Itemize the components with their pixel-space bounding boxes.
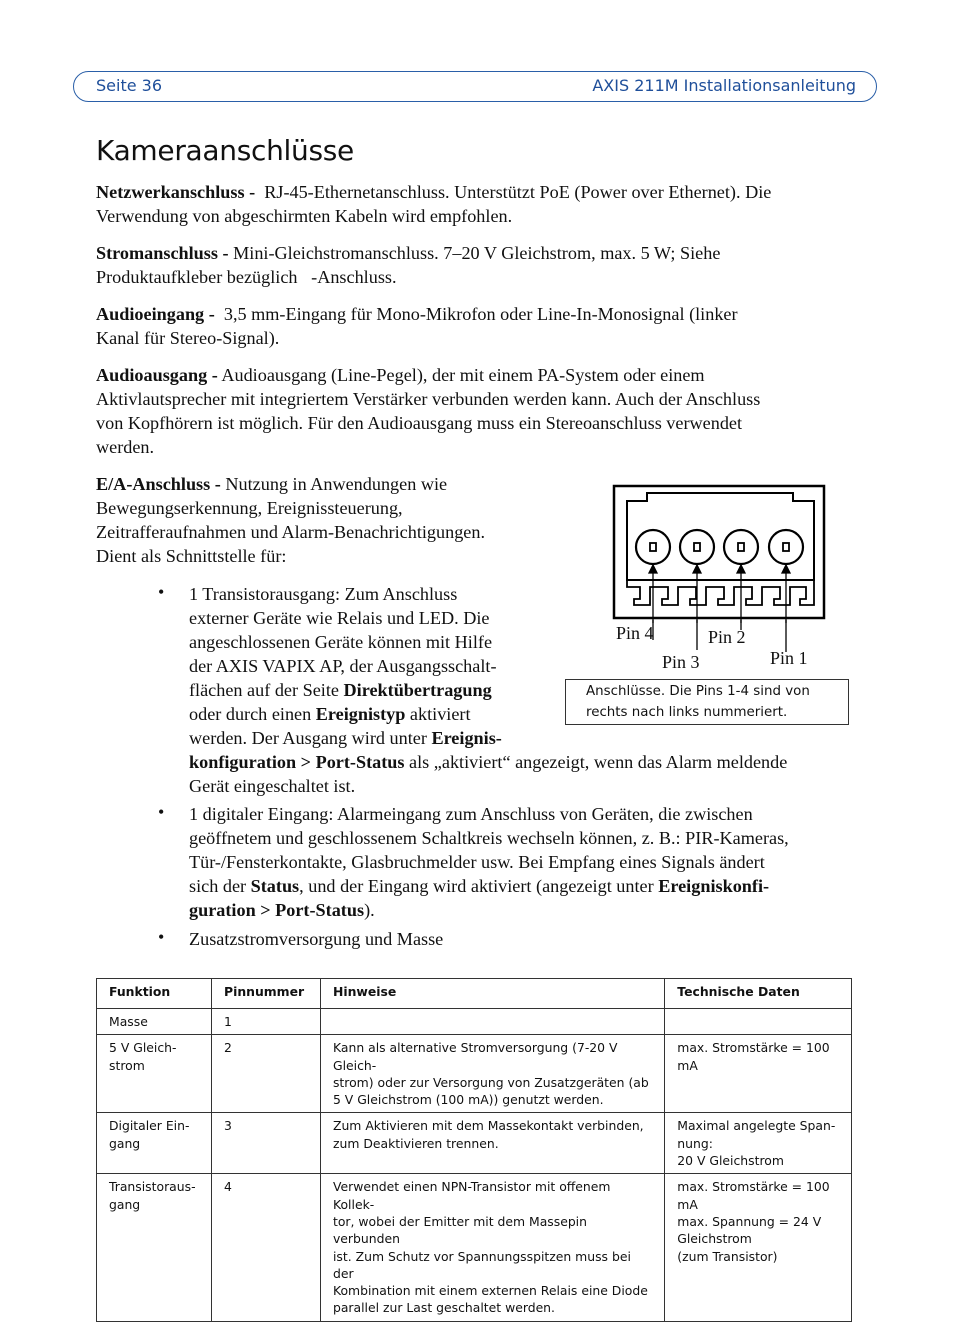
cell-line: Kann als alternative Stromversorgung (7-20 V Gleich- — [332, 1040, 618, 1073]
bullet1-line: Gerät eingeschaltet ist. — [189, 776, 356, 796]
cell-hinweise — [320, 1009, 664, 1035]
pin-center-4 — [650, 543, 656, 551]
bullet2-line: , und der Eingang wird aktiviert (angezeigt unter — [299, 876, 659, 896]
cell-line: Gleichstrom — [677, 1231, 752, 1247]
bullet-marker: • — [158, 927, 165, 947]
bullet2-line: geöffnetem und geschlossenem Schaltkreis wechseln können, z. B.: PIR-Kameras, — [189, 828, 789, 848]
power-text-2: Produktaufkleber bezüglich -Anschluss. — [96, 267, 397, 287]
cell-line: Kombination mit einem externen Relais eine Diode — [332, 1283, 648, 1299]
cell-line: strom — [109, 1057, 145, 1073]
cell-line: (zum Transistor) — [677, 1248, 778, 1264]
cell-line: parallel zur Last geschaltet werden. — [332, 1300, 555, 1316]
document-title: AXIS 211M Installationsanleitung — [592, 76, 856, 95]
cell-line: 5 V Gleichstrom (100 mA)) genutzt werden. — [332, 1092, 604, 1108]
bullet1-line: der AXIS VAPIX AP, der Ausgangsschalt- — [189, 656, 497, 676]
bullet1-line: als „aktiviert“ angezeigt, wenn das Alarm meldende — [404, 752, 788, 772]
cell-line: mA — [677, 1196, 698, 1212]
cell-line: zum Deaktivieren trennen. — [332, 1135, 499, 1151]
cell-line: Masse — [109, 1014, 148, 1029]
audio-out-text-2: Aktivlautsprecher mit integriertem Verstärker verbunden werden kann. Auch der Anschluss — [96, 389, 761, 409]
power-text: Mini-Gleichstromanschluss. 7–20 V Gleichstrom, max. 5 W; Siehe — [233, 243, 721, 263]
caption-line-2: rechts nach links nummeriert. — [586, 705, 788, 720]
cell-line: max. Spannung = 24 V — [677, 1213, 822, 1229]
table-row — [97, 1174, 852, 1321]
bullet2-line: Tür-/Fensterkontakte, Glasbruchmelder usw. Bei Empfang eines Signals ändert — [189, 852, 765, 872]
cell-line: strom) oder zur Versorgung von Zusatzgeräten (ab — [332, 1074, 649, 1090]
col-header-pinnummer: Pinnummer — [211, 979, 320, 1009]
cell-line: 1 — [223, 1014, 232, 1029]
status-term: Status — [250, 876, 300, 896]
bullet-aux-power: Zusatzstromversorgung und Masse — [189, 929, 444, 949]
bullet2-line: 1 digitaler Eingang: Alarmeingang zum Anschluss von Geräten, die zwischen — [189, 804, 753, 824]
audio-in-paragraph — [96, 302, 866, 350]
io-text: Nutzung in Anwendungen wie — [225, 474, 448, 494]
cell-hinweise — [320, 1174, 664, 1321]
direct-view-term: Direktübertragung — [343, 680, 492, 700]
cell-line: 4 — [223, 1179, 232, 1195]
bullet1-line: aktiviert — [405, 704, 471, 724]
cell-line: max. Stromstärke = 100 — [677, 1179, 830, 1195]
power-paragraph — [96, 241, 866, 289]
io-text-2: Bewegungserkennung, Ereignissteuerung, — [96, 498, 403, 518]
audio-out-paragraph — [96, 363, 866, 459]
bullet2-line: sich der — [189, 876, 251, 896]
cell-line: Maximal angelegte Span- — [677, 1118, 836, 1134]
io-label: E/A-Anschluss - — [96, 474, 221, 494]
caption-text — [586, 681, 846, 723]
table-body — [97, 1009, 852, 1322]
network-text-2: Verwendung von abgeschirmten Kabeln wird empfohlen. — [96, 206, 513, 226]
col-header-funktion: Funktion — [97, 979, 212, 1009]
io-pin-table — [96, 978, 852, 1322]
pin-2-label: Pin 2 — [708, 627, 746, 647]
bullet1-line: werden. Der Ausgang wird unter — [189, 728, 432, 748]
cell-funktion — [97, 1174, 212, 1321]
network-label: Netzwerkanschluss - — [96, 182, 256, 202]
event-config-term: Ereignis- — [431, 728, 502, 748]
cell-pinnummer — [211, 1009, 320, 1035]
cell-technische-daten — [665, 1009, 852, 1035]
bullet1-line: externer Geräte wie Relais und LED. Die — [189, 608, 490, 628]
cell-line: nung: — [677, 1135, 713, 1151]
cell-funktion — [97, 1035, 212, 1113]
cell-technische-daten — [665, 1035, 852, 1113]
pin-center-1 — [783, 543, 789, 551]
cell-technische-daten — [665, 1174, 852, 1321]
bullet1-line: oder durch einen — [189, 704, 316, 724]
power-label: Stromanschluss - — [96, 243, 229, 263]
pin-4-label: Pin 4 — [616, 623, 654, 643]
bullet-digital-input — [189, 802, 869, 922]
network-text: RJ-45-Ethernetanschluss. Unterstützt PoE (Power over Ethernet). Die — [264, 182, 772, 202]
cell-line: max. Stromstärke = 100 — [677, 1040, 830, 1056]
audio-out-text: Audioausgang (Line-Pegel), der mit einem PA-System oder einem — [221, 365, 705, 385]
cell-pinnummer — [211, 1113, 320, 1174]
audio-in-label: Audioeingang - — [96, 304, 215, 324]
cell-line: 20 V Gleichstrom — [677, 1153, 784, 1169]
cell-hinweise — [320, 1113, 664, 1174]
cell-line: Verwendet einen NPN-Transistor mit offenem Kollek- — [332, 1179, 611, 1212]
cell-funktion — [97, 1009, 212, 1035]
cell-funktion — [97, 1113, 212, 1174]
cell-pinnummer — [211, 1174, 320, 1321]
cell-hinweise — [320, 1035, 664, 1113]
table-row — [97, 1035, 852, 1113]
cell-line: Zum Aktivieren mit dem Massekontakt verbinden, — [332, 1118, 644, 1134]
network-paragraph — [96, 180, 866, 228]
col-header-technische-daten: Technische Daten — [665, 979, 852, 1009]
cell-line: ist. Zum Schutz vor Spannungsspitzen muss bei der — [332, 1248, 631, 1281]
io-paragraph — [96, 472, 566, 568]
cell-line: 2 — [223, 1040, 232, 1056]
bullet-marker: • — [158, 802, 165, 822]
page-title: Kameraanschlüsse — [96, 134, 354, 167]
cell-line: Digitaler Ein- — [109, 1118, 190, 1134]
cell-line: 3 — [223, 1118, 232, 1134]
io-connector-diagram — [610, 483, 830, 623]
audio-in-text-2: Kanal für Stereo-Signal). — [96, 328, 280, 348]
event-config-term: Ereigniskonfi- — [658, 876, 770, 896]
pin-center-2 — [738, 543, 744, 551]
diagram-caption — [565, 679, 849, 725]
io-text-3: Zeitrafferaufnahmen und Alarm-Benachrichtigungen. — [96, 522, 486, 542]
cell-technische-daten — [665, 1113, 852, 1174]
caption-line-1: Anschlüsse. Die Pins 1-4 sind von — [586, 684, 810, 699]
pin-3-label: Pin 3 — [662, 652, 700, 672]
col-header-hinweise: Hinweise — [320, 979, 664, 1009]
port-status-term: konfiguration > Port-Status — [189, 752, 405, 772]
audio-out-label: Audioausgang - — [96, 365, 218, 385]
pin-center-3 — [694, 543, 700, 551]
bullet1-line: flächen auf der Seite — [189, 680, 344, 700]
pin-1-label: Pin 1 — [770, 648, 808, 668]
table-row — [97, 1009, 852, 1035]
bullet1-line: 1 Transistorausgang: Zum Anschluss — [189, 584, 458, 604]
table-header-row — [97, 979, 852, 1009]
cell-line: Transistoraus- — [109, 1179, 196, 1195]
table-row — [97, 1113, 852, 1174]
bullet2-line: ). — [364, 900, 375, 920]
cell-line: mA — [677, 1057, 698, 1073]
cell-line: gang — [109, 1135, 141, 1151]
cell-line: gang — [109, 1196, 141, 1212]
cell-pinnummer — [211, 1035, 320, 1113]
bullet-marker: • — [158, 582, 165, 602]
cell-line: tor, wobei der Emitter mit dem Massepin verbunden — [332, 1213, 587, 1247]
page-header — [73, 71, 877, 102]
audio-out-text-4: werden. — [96, 437, 155, 457]
io-text-4: Dient als Schnittstelle für: — [96, 546, 287, 566]
audio-out-text-3: von Kopfhörern ist möglich. Für den Audioausgang muss ein Stereoanschluss verwendet — [96, 413, 743, 433]
page-number: Seite 36 — [96, 76, 163, 95]
audio-in-text: 3,5 mm-Eingang für Mono-Mikrofon oder Line-In-Monosignal (linker — [223, 304, 738, 324]
cell-line: 5 V Gleich- — [109, 1040, 177, 1056]
bullet1-line: angeschlossenen Geräte können mit Hilfe — [189, 632, 493, 652]
port-status-term: guration > Port-Status — [189, 900, 365, 920]
event-type-term: Ereignistyp — [315, 704, 406, 724]
